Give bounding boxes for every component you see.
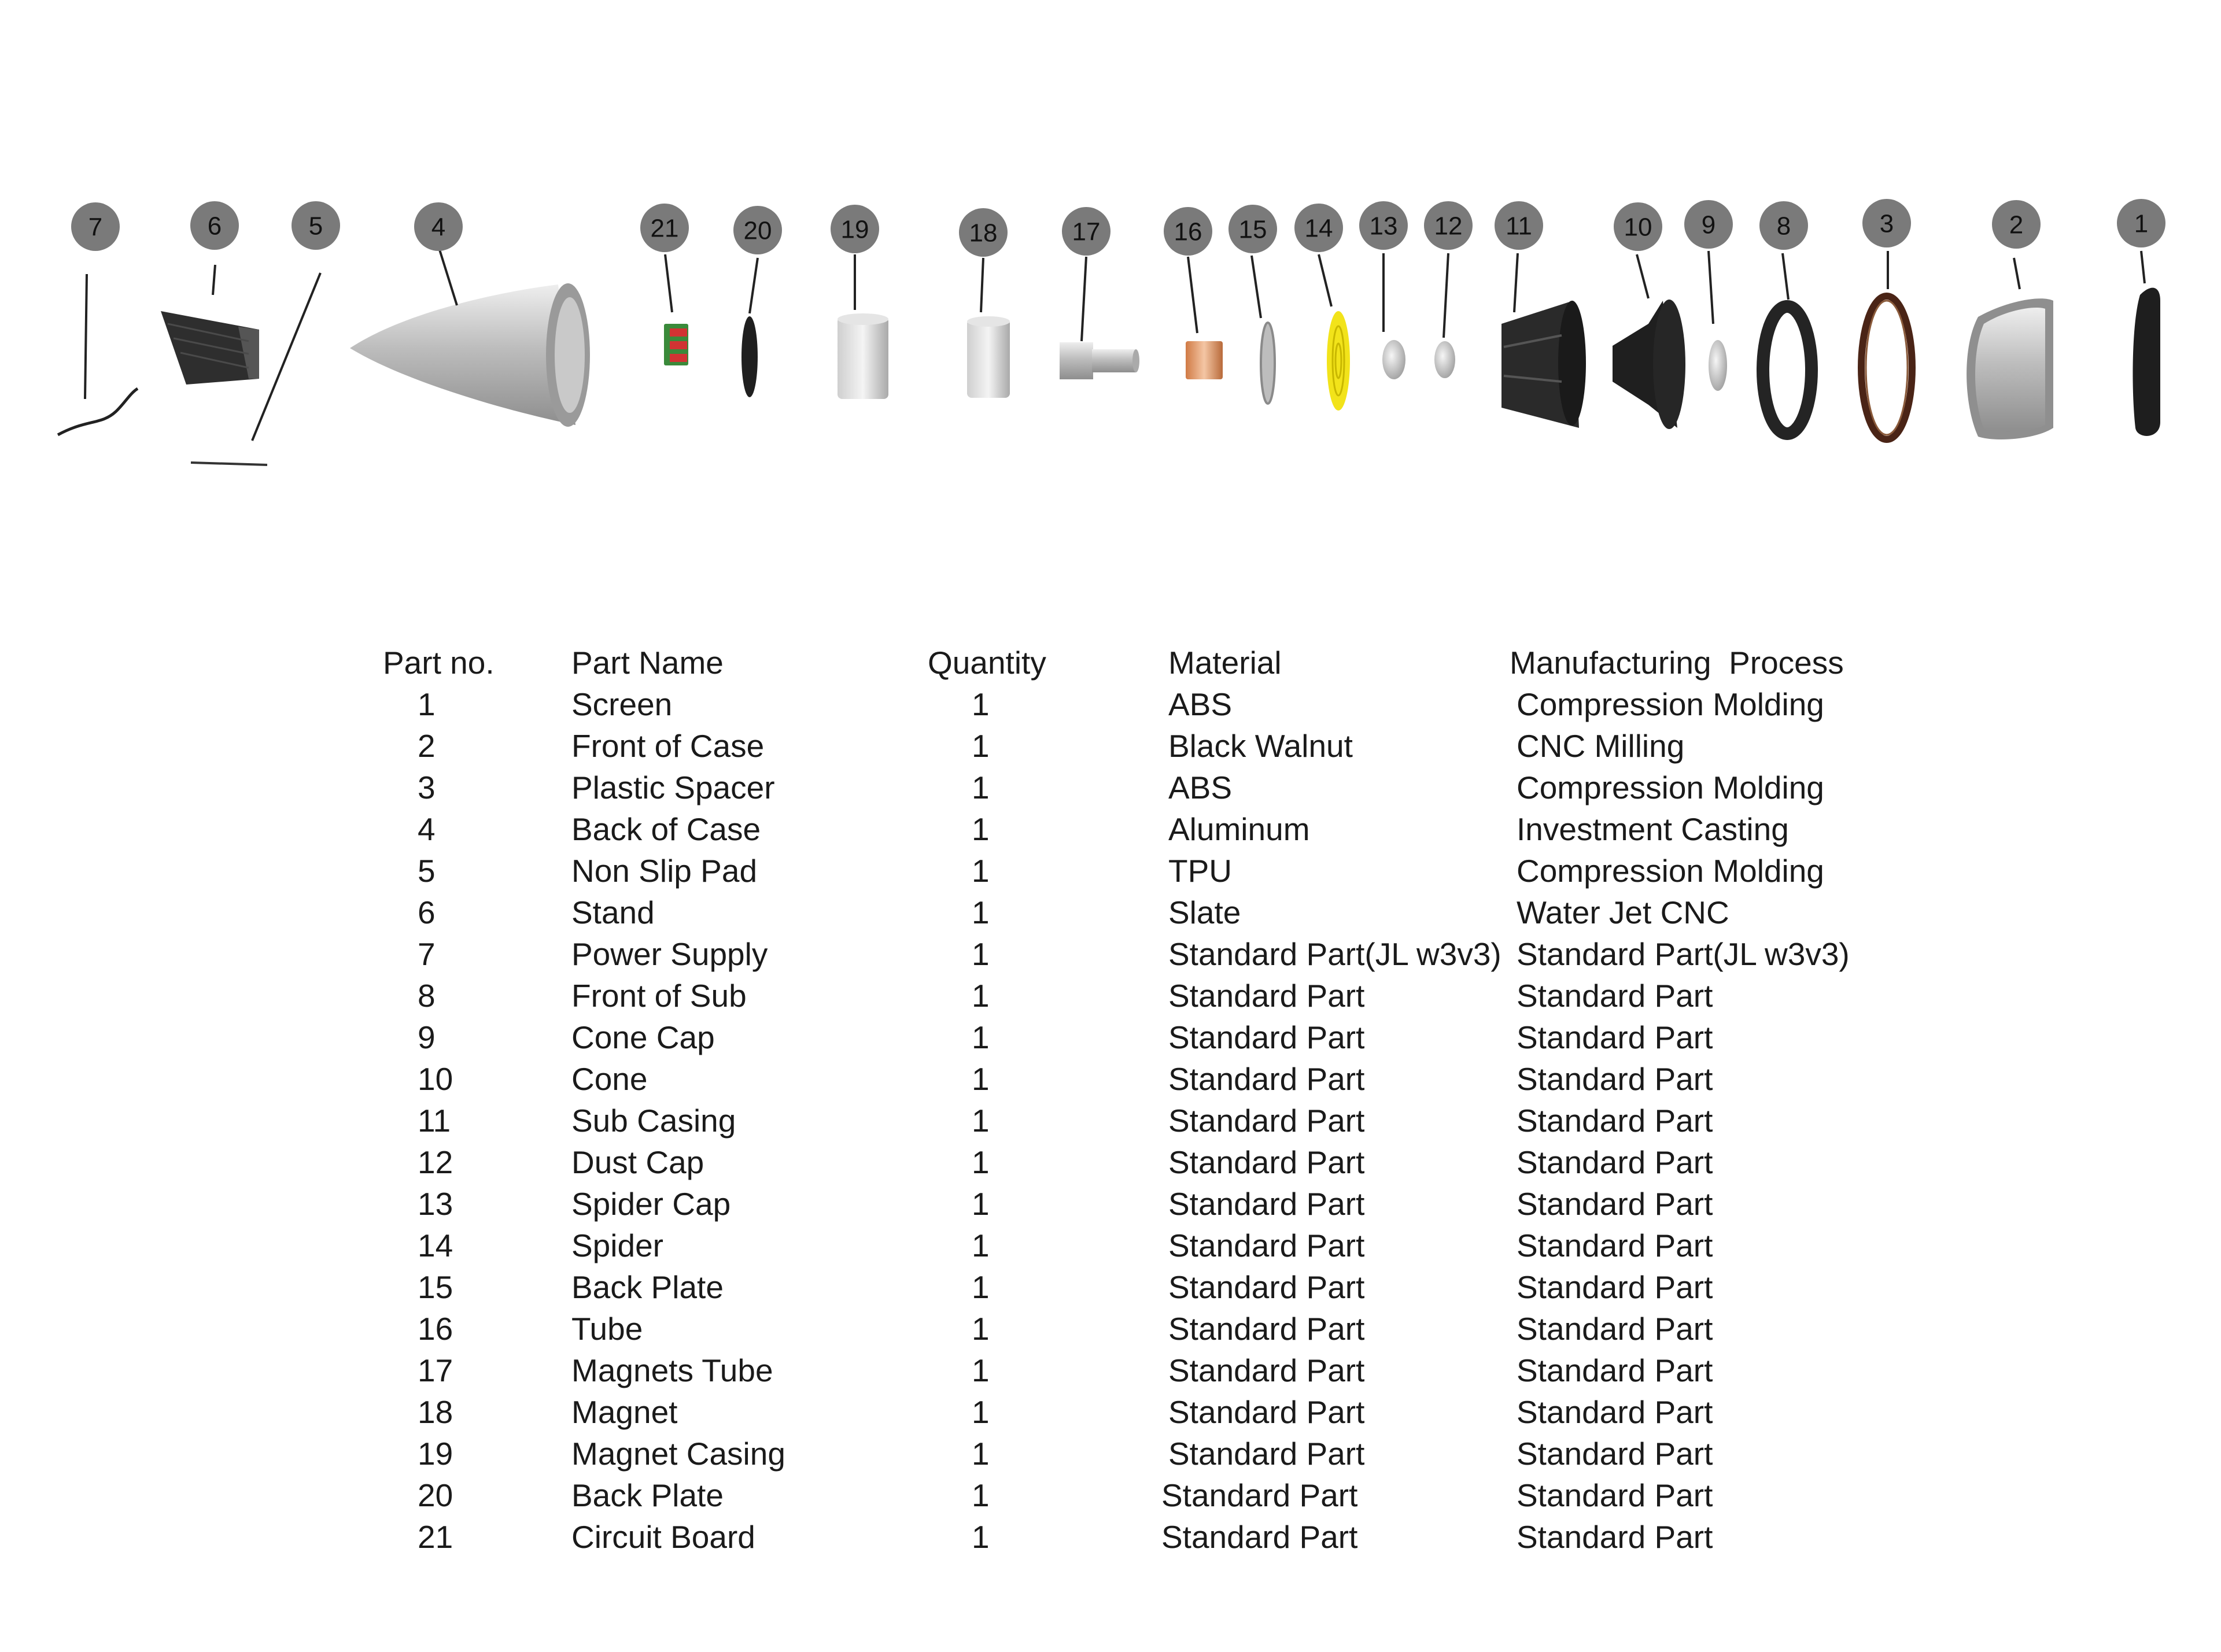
callout-19 (831, 205, 879, 253)
part-name-cell: Dust Cap (571, 1144, 704, 1180)
quantity-cell: 1 (972, 1394, 990, 1430)
svg-text:17: 17 (1072, 217, 1101, 246)
svg-text:13: 13 (1369, 212, 1398, 241)
process-cell: Standard Part (1517, 1394, 1713, 1430)
quantity-cell: 1 (972, 1477, 990, 1513)
table-row (0, 1183, 2221, 1225)
table-row (0, 1308, 2221, 1350)
material-cell: Standard Part (1168, 1228, 1365, 1263)
material-cell: Standard Part (1168, 1394, 1365, 1430)
material-cell: Standard Part (1168, 1061, 1365, 1097)
svg-text:16: 16 (1174, 217, 1202, 246)
part-no-cell: 1 (418, 686, 436, 722)
part-no-cell: 4 (418, 811, 436, 847)
callout-15 (1228, 205, 1277, 253)
bill-of-materials-table (0, 642, 2221, 1590)
table-row (0, 850, 2221, 892)
quantity-cell: 1 (972, 1519, 990, 1555)
quantity-cell: 1 (972, 811, 990, 847)
callout-14 (1294, 204, 1343, 252)
cone-part (1613, 300, 1685, 429)
svg-text:9: 9 (1701, 210, 1716, 239)
part-no-cell: 14 (418, 1228, 453, 1263)
quantity-cell: 1 (972, 1436, 990, 1472)
process-cell: Water Jet CNC (1517, 895, 1729, 930)
part-no-cell: 21 (418, 1519, 453, 1555)
part-name-cell: Magnets Tube (571, 1352, 773, 1388)
process-cell: Standard Part (1517, 1311, 1713, 1347)
quantity-cell: 1 (972, 686, 990, 722)
callout-7 (71, 202, 120, 251)
part-name-cell: Front of Sub (571, 978, 747, 1014)
process-cell: Standard Part (1517, 1352, 1713, 1388)
part-no-cell: 9 (418, 1019, 436, 1055)
process-cell: Standard Part (1517, 1144, 1713, 1180)
material-cell: Standard Part (1168, 1269, 1365, 1305)
part-name-cell: Back Plate (571, 1477, 724, 1513)
exploded-view-diagram (0, 0, 2221, 578)
material-cell: Standard Part (1168, 1311, 1365, 1347)
callout-20 (733, 206, 782, 254)
part-no-cell: 6 (418, 895, 436, 930)
back-plate-dark-part (741, 316, 758, 397)
back-plate-ring-part (1261, 323, 1275, 404)
svg-text:8: 8 (1776, 212, 1791, 241)
material-cell: Standard Part (1168, 1352, 1365, 1388)
callout-12 (1424, 201, 1473, 250)
part-no-cell: 5 (418, 853, 436, 889)
svg-text:10: 10 (1624, 213, 1652, 242)
callout-21 (640, 204, 689, 252)
material-cell: Aluminum (1168, 811, 1310, 847)
quantity-cell: 1 (972, 1019, 990, 1055)
material-cell: Standard Part (1168, 1144, 1365, 1180)
power-supply-part (58, 389, 138, 435)
table-row (0, 1058, 2221, 1100)
part-no-cell: 11 (418, 1103, 451, 1139)
svg-text:19: 19 (840, 215, 869, 244)
table-row (0, 1100, 2221, 1141)
part-no-cell: 18 (418, 1394, 453, 1430)
magnet-part (967, 316, 1010, 398)
material-cell: Standard Part (1168, 978, 1365, 1014)
material-cell: Standard Part (1168, 1186, 1365, 1222)
part-no-cell: 17 (418, 1352, 453, 1388)
quantity-cell: 1 (972, 1144, 990, 1180)
table-row (0, 1141, 2221, 1183)
callout-10 (1614, 202, 1662, 251)
svg-text:20: 20 (743, 216, 772, 245)
callout-1 (2117, 199, 2165, 247)
table-row (0, 1017, 2221, 1058)
table-row (0, 808, 2221, 850)
circuit-board-part (664, 324, 688, 365)
part-no-cell: 12 (418, 1144, 453, 1180)
material-cell: Standard Part (1161, 1477, 1358, 1513)
process-cell: Standard Part (1517, 1436, 1713, 1472)
part-no-cell: 13 (418, 1186, 453, 1222)
table-row (0, 933, 2221, 975)
svg-text:5: 5 (308, 212, 323, 241)
material-cell: ABS (1168, 686, 1233, 722)
material-cell: Slate (1168, 895, 1241, 930)
material-cell: Standard Part (1168, 1019, 1365, 1055)
part-name-cell: Plastic Spacer (571, 770, 775, 805)
svg-text:21: 21 (650, 214, 679, 243)
material-cell: ABS (1168, 770, 1233, 805)
svg-text:18: 18 (969, 219, 998, 247)
material-cell: Standard Part (1168, 1436, 1365, 1472)
magnets-tube-part (1060, 342, 1139, 379)
part-name-cell: Stand (571, 895, 655, 930)
part-name-cell: Front of Case (571, 728, 765, 764)
callout-13 (1359, 201, 1408, 250)
callout-9 (1684, 200, 1733, 249)
process-cell: Standard Part (1517, 1103, 1713, 1139)
part-no-cell: 2 (418, 728, 436, 764)
table-row (0, 1474, 2221, 1516)
part-name-cell: Spider Cap (571, 1186, 731, 1222)
header-material: Material (1168, 645, 1282, 681)
process-cell: Standard Part (1517, 1519, 1713, 1555)
front-of-case-part (1967, 298, 2053, 439)
process-cell: Standard Part (1517, 1019, 1713, 1055)
part-name-cell: Magnet Casing (571, 1436, 785, 1472)
process-cell: Standard Part (1517, 1186, 1713, 1222)
part-name-cell: Circuit Board (571, 1519, 755, 1555)
table-row (0, 683, 2221, 725)
table-row (0, 1225, 2221, 1266)
header-process: Manufacturing Process (1510, 645, 1844, 681)
process-cell: Standard Part(JL w3v3) (1517, 936, 1850, 972)
spider-cap-part (1382, 340, 1405, 379)
callout-18 (959, 208, 1008, 257)
part-no-cell: 3 (418, 770, 436, 805)
quantity-cell: 1 (972, 1269, 990, 1305)
svg-text:11: 11 (1506, 212, 1532, 241)
table-row (0, 1433, 2221, 1474)
callout-16 (1164, 207, 1212, 256)
table-row (0, 767, 2221, 808)
non-slip-pad-part (191, 463, 267, 465)
stand-part (161, 311, 259, 385)
quantity-cell: 1 (972, 1228, 990, 1263)
part-name-cell: Sub Casing (571, 1103, 736, 1139)
part-no-cell: 8 (418, 978, 436, 1014)
part-name-cell: Tube (571, 1311, 643, 1347)
part-no-cell: 7 (418, 936, 436, 972)
part-no-cell: 16 (418, 1311, 453, 1347)
header-part-name: Part Name (571, 645, 724, 681)
svg-text:12: 12 (1434, 212, 1463, 241)
part-name-cell: Cone Cap (571, 1019, 715, 1055)
part-name-cell: Magnet (571, 1394, 678, 1430)
svg-text:14: 14 (1304, 214, 1333, 243)
process-cell: Standard Part (1517, 1477, 1713, 1513)
part-name-cell: Back of Case (571, 811, 761, 847)
callout-6 (190, 201, 239, 250)
svg-text:6: 6 (207, 212, 222, 241)
svg-text:1: 1 (2134, 209, 2149, 238)
material-cell: TPU (1168, 853, 1232, 889)
quantity-cell: 1 (972, 1352, 990, 1388)
table-header-row (0, 642, 2221, 683)
material-cell: Standard Part(JL w3v3) (1168, 936, 1501, 972)
part-no-cell: 15 (418, 1269, 453, 1305)
part-name-cell: Non Slip Pad (571, 853, 758, 889)
svg-text:15: 15 (1238, 215, 1267, 244)
quantity-cell: 1 (972, 1311, 990, 1347)
table-row (0, 1350, 2221, 1391)
plastic-spacer-part (1861, 296, 1912, 439)
header-part-no: Part no. (383, 645, 495, 681)
process-cell: Compression Molding (1517, 770, 1824, 805)
table-row (0, 892, 2221, 933)
table-row (0, 725, 2221, 767)
back-of-case-part (350, 283, 590, 427)
quantity-cell: 1 (972, 895, 990, 930)
part-name-cell: Back Plate (571, 1269, 724, 1305)
callout-11 (1495, 201, 1543, 250)
callout-2 (1992, 200, 2041, 249)
process-cell: Compression Molding (1517, 686, 1824, 722)
process-cell: Standard Part (1517, 1269, 1713, 1305)
table-row (0, 1266, 2221, 1308)
process-cell: Standard Part (1517, 978, 1713, 1014)
cone-cap-part (1709, 340, 1727, 391)
table-row (0, 1516, 2221, 1558)
part-no-cell: 19 (418, 1436, 453, 1472)
quantity-cell: 1 (972, 728, 990, 764)
process-cell: Standard Part (1517, 1228, 1713, 1263)
quantity-cell: 1 (972, 853, 990, 889)
sub-casing-part (1501, 301, 1586, 428)
svg-text:2: 2 (2009, 210, 2024, 239)
process-cell: Compression Molding (1517, 853, 1824, 889)
callout-17 (1062, 207, 1110, 256)
material-cell: Black Walnut (1168, 728, 1353, 764)
process-cell: Investment Casting (1517, 811, 1789, 847)
header-quantity: Quantity (928, 645, 1046, 681)
svg-text:4: 4 (431, 213, 446, 242)
callout-8 (1759, 201, 1808, 250)
front-of-sub-part (1763, 306, 1812, 434)
process-cell: Standard Part (1517, 1061, 1713, 1097)
part-name-cell: Spider (571, 1228, 663, 1263)
svg-text:7: 7 (88, 213, 103, 242)
part-name-cell: Screen (571, 686, 673, 722)
table-row (0, 975, 2221, 1017)
tube-part (1186, 341, 1223, 379)
material-cell: Standard Part (1161, 1519, 1358, 1555)
part-name-cell: Cone (571, 1061, 648, 1097)
screen-part (2133, 288, 2160, 436)
part-name-cell: Power Supply (571, 936, 768, 972)
table-row (0, 1391, 2221, 1433)
magnet-casing-part (838, 313, 888, 399)
spider-part (1327, 311, 1350, 411)
svg-text:3: 3 (1879, 209, 1894, 238)
process-cell: CNC Milling (1517, 728, 1685, 764)
quantity-cell: 1 (972, 1186, 990, 1222)
material-cell: Standard Part (1168, 1103, 1365, 1139)
part-no-cell: 20 (418, 1477, 453, 1513)
callout-5 (292, 201, 340, 250)
part-no-cell: 10 (418, 1061, 453, 1097)
callout-4 (414, 202, 463, 251)
dust-cap-part (1434, 341, 1455, 378)
quantity-cell: 1 (972, 1061, 990, 1097)
quantity-cell: 1 (972, 770, 990, 805)
quantity-cell: 1 (972, 978, 990, 1014)
callout-3 (1862, 199, 1911, 247)
quantity-cell: 1 (972, 936, 990, 972)
quantity-cell: 1 (972, 1103, 990, 1139)
